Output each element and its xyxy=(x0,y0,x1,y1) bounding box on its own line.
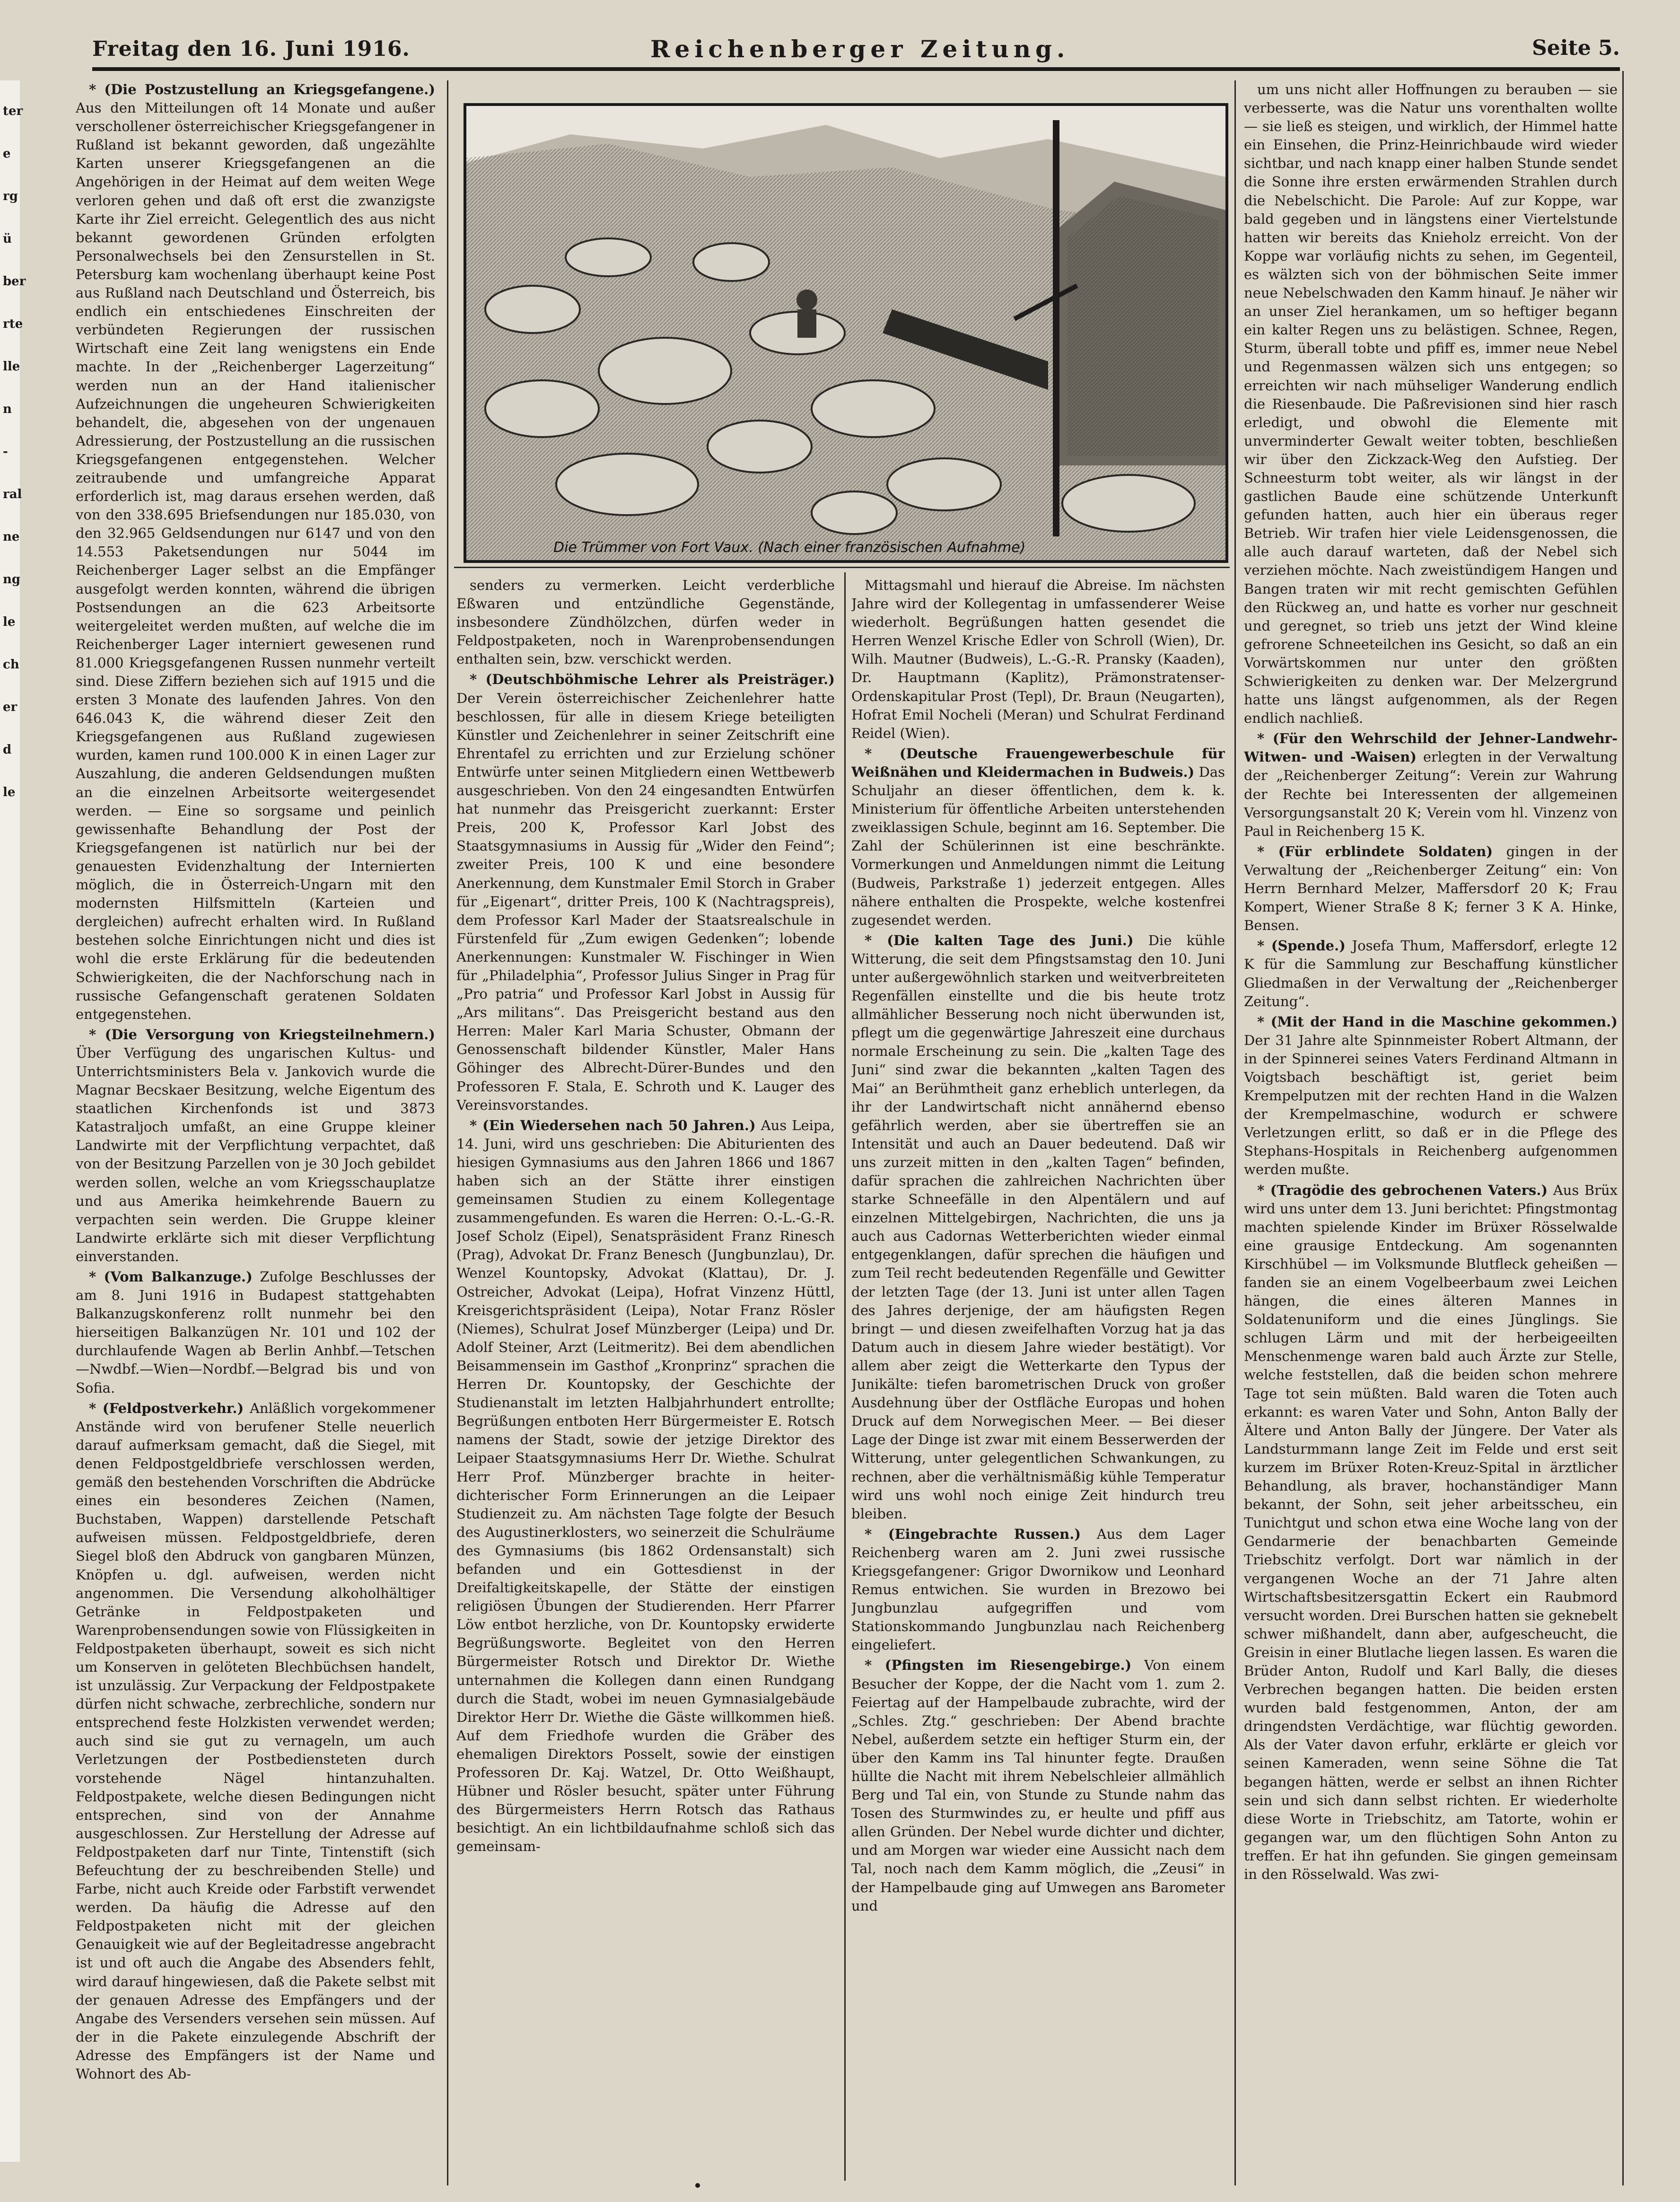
headline: * (Vom Balkanzuge.) xyxy=(89,1269,253,1285)
article-wehrschild xyxy=(1244,729,1618,841)
article-postzustellung xyxy=(76,80,435,1024)
page-number: Seite 5. xyxy=(1531,36,1620,60)
article-continuation: senders zu vermerken. Leicht verderbliche Eßwaren und entzündliche Gegenstände, insbesondere Zündhölzchen, dürfen weder in Feldpostpaketen, noch in Warenprobensendungen enthalten sein, bzw. verschickt werden. xyxy=(456,577,835,667)
headline: * (Für erblindete Soldaten) xyxy=(1257,843,1493,860)
article-text: Das Schuljahr an dieser öffentlichen, dem k. k. Ministerium für öffentliche Arbeiten unterstehenden zweiklassigen Schule, beginnt am 16. September. Die Zahl der Schülerinnen ist eine beschränkte. Vormerkungen und Anmeldungen nimmt die Leitung (Budweis, Parkstraße 1) jederzeit entgegen. Alles nähere enthalten die Prospekte, welche kostenfrei zugesendet werden. xyxy=(851,763,1225,928)
issue-date: Freitag den 16. Juni 1916. xyxy=(92,37,410,61)
headline: * (Deutschböhmische Lehrer als Preisträger.) xyxy=(470,671,835,688)
adjacent-page-fragments: ter e rg ü ber rte lle n - ral ne ng le ch er d le xyxy=(3,104,26,799)
header-rule xyxy=(92,67,1620,71)
column-2 xyxy=(456,576,835,2180)
article-text: Aus Leipa, 14. Juni, wird uns geschrieben: Die Abiturienten des hiesigen Gymnasiums aus den Jahren 1866 und 1867 haben sich an der Stätte ihrer einstigen gemeinsamen Studien zu einem Kollegentage zusammengefunden. Es waren die Herren: O.-L.-G.-R. Josef Scholz (Eipel), Senatspräsident Franz Rinesch (Prag), Advokat Dr. Franz Benesch (Jungbunzlau), Dr. Wenzel Kountopsky, Advokat (Klattau), Dr. J. Ostreicher, Advokat (Leipa), Hofrat Vinzenz Hüttl, Kreisgerichtspräsident (Leipa), Notar Franz Rösler (Niemes), Schulrat Josef Münzberger (Leipa) und Dr. Adolf Steiner, Arzt (Leitmeritz). Bei dem abendlichen Beisammensein im Gasthof „Kronprinz“ sprachen die Herren Dr. Kountopsky, der Geschichte der Studienanstalt im letzten Halbjahrhundert entrollte; Begrüßungen entboten Herr Bürgermeister E. Rotsch namens der Stadt, sowie der jetzige Direktor des Leipaer Staatsgymnasiums Herr Dr. Wiethe. Schulrat Herr Prof. Münzberger brachte in heiter-dichterischer Form Erinnerungen an die Leipaer Studienzeit zu. Am nächsten Tage folgte der Besuch des Augustinerklosters, wo seinerzeit die Schulräume des Gymnasiums (bis 1862 Ordensanstalt) sich befanden und ein Gottesdienst in der Dreifaltigkeitskapelle, der Stätte der einstigen religiösen Übungen der Studierenden. Herr Pfarrer Löw entbot herzliche, von Dr. Kountopsky erwiderte Begrüßungsworte. Begleitet von den Herren Bürgermeister Rotsch und Direktor Dr. Wiethe unternahmen die Kollegen dann einen Rundgang durch die Stadt, wobei im neuen Gymnasialgebäude Direktor Herr Dr. Wiethe die Gäste willkommen hieß. Auf dem Friedhofe wurden die Gräber des ehemaligen Direktors Posselt, sowie der einstigen Professoren Dr. Kaj. Watzel, Dr. Otto Weißhaupt, Hübner und Rösler besucht, später unter Führung des Bürgermeisters Herrn Rotsch das Rathaus besichtigt. An ein lichtbildaufnahme schloß sich das gemeinsam- xyxy=(456,1117,835,1855)
rubble-illustration xyxy=(466,106,1225,560)
article-feldpost xyxy=(76,1399,435,2083)
article-erblindete-soldaten xyxy=(1244,842,1618,935)
article-text: erlegten in der Verwaltung der „Reichenberger Zeitung“: Verein zur Wahrung der Rechte bei Interessenten der allgemeinen Versorgungsanstalt 20 K; Verein vom hl. Vinzenz von Paul in Reichenberg 15 K. xyxy=(1244,749,1618,839)
photo-rule xyxy=(454,567,1230,568)
headline: * (Pfingsten im Riesengebirge.) xyxy=(865,1657,1132,1674)
article-text: Zufolge Beschlusses der am 8. Juni 1916 in Budapest stattgehabten Balkanzugskonferenz rollt nunmehr bei den hierseitigen Balkanzügen Nr. 101 und 102 der durchlaufende Wagen ab Berlin Anhbf.—Tetschen—Nwdbf.—Wien—Nordbf.—Belgrad bis und von Sofia. xyxy=(76,1269,435,1396)
article-continuation: um uns nicht aller Hoffnungen zu berauben — sie verbesserte, was die Natur uns vorenthalten wollte — sie ließ es steigen, und wirklich, der Himmel hatte ein Einsehen, die Prinz-Heinrichbaude wird wieder sichtbar, und nach knapp einer halben Stunde sendet die Sonne ihre ersten erwärmenden Strahlen durch die Nebelschicht. Die Parole: Auf zur Koppe, war bald gegeben und in längstens einer Viertelstunde hatten wir bereits das Knieholz erreicht. Von der Koppe war vorläufig nichts zu sehen, im Gegenteil, es wälzten sich von der böhmischen Seite immer neue Nebelschwaden den Kamm hinauf. Je näher wir an unser Ziel herankamen, um so heftiger begann ein kalter Regen uns zu belästigen. Schnee, Regen, Sturm, überall tobte und pfiff es, immer neue Nebel und Regenmassen wälzen sich uns entgegen; so erreichten wir nach mühseliger Wanderung endlich die Riesenbaude. Die Paßrevisionen sind hier rasch erledigt, und obwohl die Elemente mit unverminderter Gewalt weiter tobten, beschließen wir über den Zickzack-Weg den Aufstieg. Der Schneesturm tobt weiter, als wir längst in der gastlichen Baude eine schützende Unterkunft gefunden hatten, auch hier ein überaus reger Betrieb. Wir trafen hier viele Leidensgenossen, die alle auch darauf warteten, daß der Nebel sich verziehen möchte. Nach zweistündigem Hangen und Bangen traten wir mit recht gemischten Gefühlen den Rückweg an, und hatte es vorher nur geschneit und geregnet, so trieb uns jetzt der Wind kleine gefrorene Schneeteilchen ins Gesicht, so daß an ein Vorwärtskommen nur unter den größten Schwierigkeiten zu denken war. Der Melzergrund hatte uns längst aufgenommen, als der Regen endlich nachließ. xyxy=(1244,81,1618,727)
article-wiedersehen xyxy=(456,1116,835,1856)
article-text: Die kühle Witterung, die seit dem Pfingstsamstag den 10. Juni unter außergewöhnlich starken und weitverbreiteten Regenfällen einstellte und die bis heute trotz allmählicher Besserung noch nicht überwunden ist, pflegt um die gegenwärtige Jahreszeit eine durchaus normale Erscheinung zu sein. Die „kalten Tage des Juni“ sind zwar die bekannten „kalten Tagen des Mai“ an Berühmtheit ganz erheblich unterlegen, da ihr der Landwirtschaft nicht annähernd ebenso gefährlich werden, aber sie übertreffen sie an Intensität und auch an Dauer bedeutend. Daß wir uns zurzeit mitten in den „kalten Tagen“ befinden, dafür sprachen die zahlreichen Nachrichten über starke Schneefälle in den Alpentälern und auf einzelnen Mittelgebirgen, Nachrichten, die uns ja auch aus Cadornas Wetterberichten wieder einmal entgegenklangen, dafür sprechen die häufigen und zum Teil recht bedeutenden Regenfälle und Gewitter der letzten Tage (der 13. Juni ist unter allen Tagen des Jahres derjenige, der am häufigsten Regen bringt — und diesen zweifelhaften Vorzug hat ja das Datum auch in diesem Jahre wieder bestätigt). Vor allem aber zeigt die Wetterkarte den Typus der Junikälte: tiefen barometrischen Druck von großer Ausdehnung über der Ostfläche Europas und hohen Druck auf dem Norwegischen Meer. — Bei dieser Lage der Dinge ist zwar mit einem Besserwerden der Witterung, unter gelegentlichen Schwankungen, zu rechnen, aber die verhältnismäßig kühle Temperatur wird uns wohl noch einige Zeit hindurch treu bleiben. xyxy=(851,932,1225,1522)
article-balkanzug xyxy=(76,1268,435,1397)
ink-speck xyxy=(695,2183,700,2188)
column-3 xyxy=(851,576,1225,2180)
article-kriegsteilnehmer xyxy=(76,1026,435,1266)
column-divider xyxy=(1234,80,1236,2185)
article-preistraeger xyxy=(456,670,835,1114)
article-maschine xyxy=(1244,1013,1618,1179)
headline: * (Feldpostverkehr.) xyxy=(89,1400,244,1416)
headline: * (Deutsche Frauengewerbeschule für Weißnähen und Kleidermachen in Budweis.) xyxy=(851,745,1225,780)
headline: * (Die Postzustellung an Kriegsgefangene.) xyxy=(89,81,435,97)
article-frauengewerbeschule xyxy=(851,745,1225,930)
article-continuation: Mittagsmahl und hierauf die Abreise. Im nächsten Jahre wird der Kollegentag in umfassenderer Weise wiederholt. Begrüßungen hatten gesendet die Herren Wenzel Krische Edler von Schroll (Wien), Dr. Wilh. Mautner (Budweis), L.-G.-R. Pransky (Kaaden), Dr. Hauptmann (Kaplitz), Prämonstratenser-Ordenskapitular Prost (Tepl), Dr. Braun (Neugarten), Hofrat Emil Nocheli (Meran) und Schulrat Ferdinand Reidel (Wien). xyxy=(851,577,1225,741)
headline: * (Tragödie des gebrochenen Vaters.) xyxy=(1257,1182,1548,1198)
article-russen xyxy=(851,1525,1225,1655)
column-divider xyxy=(447,80,448,2185)
column-divider xyxy=(844,572,846,2181)
article-text: Aus den Mitteilungen oft 14 Monate und außer verschollener österreichischer Kriegsgefangener in Rußland ist bekannt geworden, daß ungezählte Karten unserer Kriegsgefangenen an die Angehörigen in der Heimat auf dem weiten Wege verloren gehen und daß oft erst die zwanzigste Karte ihr Ziel erreicht. Gelegentlich des aus nicht bekannt gewordenen Gründen erfolgten Personalwechsels bei den Zensurstellen in St. Petersburg kam wochenlang überhaupt keine Post aus Rußland nach Deutschland und Österreich, bis endlich ein entschiedenes Einschreiten der verbündeten Regierungen der russischen Wirtschaft eine Zeit lang wenigstens ein Ende machte. In der „Reichenberger Lagerzeitung“ werden nun an der Hand italienischer Aufzeichnungen die ungeheuren Schwierigkeiten behandelt, die, abgesehen von der ungenauen Adressierung, der Postzustellung an die russischen Kriegsgefangenen entgegenstehen. Welcher zeitraubende und umfangreiche Apparat erforderlich ist, mag daraus ersehen werden, daß von den 338.695 Briefsendungen nur 185.030, von den 32.965 Geldsendungen nur 6147 und von den 14.553 Paketsendungen nur 5044 im Reichenberger Lager selbst an die Empfänger ausgefolgt werden konnten, während die übrigen Postsendungen an die 623 Arbeitsorte weitergeleitet werden mußten, auf welche die im Reichenberger Lager interniert gewesenen rund 81.000 Kriegsgefangenen Russen nunmehr verteilt sind. Diese Ziffern beziehen sich auf 1915 und die ersten 3 Monate des laufenden Jahres. Von den 646.043 K, die während dieser Zeit den Kriegsgefangenen aus Rußland zugewiesen wurden, kamen rund 100.000 K in einen Lager zur Auszahlung, die anderen Geldsendungen mußten an die einzelnen Arbeitsorte weitergesendet werden. — Eine so sorgsame und peinlich gewissenhafte Behandlung der Post der Kriegsgefangenen ist natürlich nur bei der genauesten Evidenzhaltung der Internierten möglich, die in Österreich-Ungarn mit den modernsten Hilfsmitteln (Karteien und dergleichen) aufrecht erhalten wird. In Rußland bestehen solche Einrichtungen nicht und dies ist wohl die erste Erklärung für die bedeutenden Schwierigkeiten, die der Nachforschung nach in russische Gefangenschaft geratenen Soldaten entgegenstehen. xyxy=(76,100,435,1022)
headline: * (Die Versorgung von Kriegsteilnehmern.) xyxy=(89,1026,435,1043)
article-pfingsten xyxy=(851,1656,1225,1915)
headline: * (Für den Wehrschild der Jehner-Landwehr-Witwen- und -Waisen) xyxy=(1244,730,1618,765)
column-1 xyxy=(76,80,435,2181)
masthead xyxy=(92,33,1620,66)
article-text: Aus dem Lager Reichenberg waren am 2. Juni zwei russische Kriegsgefangener: Grigor Dwornikow und Leonhard Remus entwichen. Sie wurden in Brezowo bei Jungbunzlau aufgegriffen und vom Stationskommando Jungbunzlau nach Reichenberg eingeliefert. xyxy=(851,1526,1225,1653)
article-text: gingen in der Verwaltung der „Reichenberger Zeitung“ ein: Von Herrn Bernhard Melzer, Maffersdorf 20 K; Frau Kompert, Wiener Straße 8 K; ferner 3 K A. Hinke, Bensen. xyxy=(1244,843,1618,934)
article-text: Über Verfügung des ungarischen Kultus- und Unterrichtsministers Bela v. Jankovich wurde die Magnar Becskaer Besitzung, welche Eigentum des staatlichen Kirchenfonds ist und 3873 Katastraljoch umfaßt, an eine Gruppe kleiner Landwirte mit der Verpflichtung verpachtet, daß von der Besitzung Parzellen von je 30 Joch gebildet werden sollen, welche an vom Kriegsschauplatze und aus Amerika heimkehrende Bauern zu verpachten sein werden. Die Gruppe kleiner Landwirte erklärte sich mit dieser Verpflichtung einverstanden. xyxy=(76,1044,435,1264)
headline: * (Spende.) xyxy=(1257,938,1346,954)
article-text: Der Verein österreichischer Zeichenlehrer hatte beschlossen, für alle in diesem Kriege beteiligten Künstler und Zeichenlehrer in seiner Zeitschrift eine Ehrentafel zu errichten und zur Erzielung schöner Entwürfe unter seinen Mitgliedern einen Wettbewerb ausgeschrieben. Von den 24 eingesandten Entwürfen hat nunmehr das Preisgericht zuerkannt: Erster Preis, 200 K, Professor Karl Jobst des Staatsgymnasiums in Aussig für „Wider den Feind“; zweiter Preis, 100 K und eine besondere Anerkennung, dem Kunstmaler Emil Storch in Graber für „Eigenart“, dritter Preis, 100 K (Nachtragspreis), dem Professor Karl Mader der Staatsrealschule in Fürstenfeld für „Zum ewigen Gedenken“; lobende Anerkennungen: Kunstmaler W. Fischinger in Wien für „Philadelphia“, Professor Julius Singer in Prag für „Pro patria“ und Professor Karl Jobst in Aussig für „Ars militans“. Das Preisgericht bestand aus den Herren: Maler Karl Maria Schuster, Obmann der Genossenschaft bildender Künstler, Maler Hans Göhinger des Albrecht-Dürer-Bundes und den Professoren F. Stala, E. Schroth und K. Lauger des Vereinsvorstandes. xyxy=(456,690,835,1113)
headline: * (Ein Wiedersehen nach 50 Jahren.) xyxy=(470,1117,756,1133)
article-kalte-tage xyxy=(851,931,1225,1523)
headline: * (Eingebrachte Russen.) xyxy=(865,1526,1081,1542)
headline: * (Mit der Hand in die Maschine gekommen.) xyxy=(1257,1013,1618,1030)
headline: * (Die kalten Tage des Juni.) xyxy=(865,932,1134,948)
article-text: Von einem Besucher der Koppe, der die Nacht vom 1. zum 2. Feiertag auf der Hampelbaude zubrachte, wird der „Schles. Ztg.“ geschrieben: Der Abend brachte Nebel, außerdem setzte ein heftiger Sturm ein, der über den Kamm ins Tal hinunter fegte. Draußen hüllte die Nacht mit ihrem Nebelschleier allmählich Berg und Tal ein, von Stunde zu Stunde nahm das Tosen des Sturmwindes zu, er heulte und pfiff aus allen Gründen. Der Nebel wurde dichter und dichter, und am Morgen war wieder eine Aussicht nach dem Tal, noch nach dem Kamm möglich, die „Zeusi“ in der Hampelbaude ging auf Umwegen ans Barometer und xyxy=(851,1657,1225,1914)
article-text: Josefa Thum, Maffersdorf, erlegte 12 K für die Sammlung zur Beschaffung künstlicher Gliedmaßen in der Verwaltung der „Reichenberger Zeitung“. xyxy=(1244,938,1618,1009)
photo-caption: Die Trümmer von Fort Vaux. (Nach einer französischen Aufnahme) xyxy=(553,539,1026,556)
article-text: Aus Brüx wird uns unter dem 13. Juni berichtet: Pfingstmontag machten spielende Kinder im Brüxer Rösselwalde eine grausige Entdeckung. Am sogenannten Kirschhübel — im Volksmunde Blutfleck geheißen — fanden sie an einem Vogelbeerbaum zwei Leichen hängen, die eines älteren Mannes in Soldatenuniform und die eines Jünglings. Sie schlugen Lärm und mit der herbeigeeilten Menschenmenge waren bald auch Ärzte zur Stelle, welche feststellen, daß die beiden schon mehrere Tage tot sein müßten. Bald waren die Toten auch erkannt: es waren Vater und Sohn, Anton Bally der Ältere und Anton Bally der Jüngere. Der Vater als Landsturmmann lange Zeit im Felde und erst seit kurzem im Brüxer Roten-Kreuz-Spital in ärztlicher Behandlung, als braver, hochanständiger Mann bekannt, der Sohn, seit jeher arbeitsscheu, ein Tunichtgut und schon etwa eine Woche lang von der Gendarmerie der benachbarten Gemeinde Triebschitz verfolgt. Dort war nämlich in der vergangenen Woche an der 71 Jahre alten Wirtschaftsbesitzersgattin Eckert ein Raubmord versucht worden. Drei Burschen hatten sie geknebelt schwer mißhandelt, dann aber, aufgescheucht, die Greisin in einer Blutlache liegen lassen. Es waren die Brüder Anton, Rudolf und Karl Bally, die dieses Verbrechen begangen hatten. Die beiden ersten wurden bald festgenommen, Anton, der am dringendsten Verdächtige, war flüchtig geworden. Als der Vater davon erfuhr, erklärte er gleich vor seinen Kameraden, wenn seine Söhne die Tat begangen hätten, werde er selbst an ihnen Richter sein und sich dann selbst richten. Er wiederholte diese Worte in Triebschitz, am Tatorte, wohin er gegangen war, um den flüchtigen Sohn Anton zu treffen. Er hat ihn gefunden. Sie gingen gemeinsam in den Rösselwald. Was zwi- xyxy=(1244,1182,1618,1882)
page-border xyxy=(1622,71,1624,2185)
fort-vaux-photo xyxy=(464,103,1228,563)
article-text: Der 31 Jahre alte Spinnmeister Robert Altmann, der in der Spinnerei seines Vaters Ferdinand Altmann in Voigtsbach beschäftigt ist, geriet beim Krempelputzen mit der rechten Hand in die Walzen der Krempelmaschine, wodurch er schwere Verletzungen erlitt, so daß er in die Pflege des Stephans-Hospitals in Reichenberg aufgenommen werden mußte. xyxy=(1244,1032,1618,1178)
article-text: Anläßlich vorgekommener Anstände wird von berufener Stelle neuerlich darauf aufmerksam gemacht, daß die Siegel, mit denen Feldpostgeldbriefe verschlossen werden, gemäß den bestehenden Vorschriften die Abdrücke eines ein besonderes Zeichen (Namen, Buchstaben, Wappen) darstellende Petschaft aufweisen müssen. Feldpostgeldbriefe, deren Siegel bloß den Abdruck von gangbaren Münzen, Knöpfen u. dgl. aufweisen, werden nicht angenommen. Die Versendung alkoholhältiger Getränke in Feldpostpaketen und Warenprobensendungen sowie von Flüssigkeiten in Feldpostpaketen überhaupt, soweit es sich nicht um Konserven in gelöteten Blechbüchsen handelt, ist unzulässig. Zur Verpackung der Feldpostpakete dürfen nicht schwache, zerbrechliche, sondern nur entsprechend feste Holzkisten verwendet werden; auch sind sie gut zu vernageln, um auch Verletzungen der Postbediensteten durch vorstehende Nägel hintanzuhalten. Feldpostpakete, welche diesen Bedingungen nicht entsprechen, sind von der Annahme ausgeschlossen. Zur Herstellung der Adresse auf Feldpostpaketen darf nur Tinte, Tintenstift (sich Befeuchtung der zu beschreibenden Stelle) und Farbe, nicht auch Kreide oder Farbstift verwendet werden. Da häufig die Adresse auf den Feldpostpaketen nicht mit der gleichen Genauigkeit wie auf der Begleitadresse angebracht ist und oft auch die Angabe des Absenders fehlt, wird darauf hingewiesen, daß die Pakete selbst mit der genauen Adresse des Empfängers und der Angabe des Versenders versehen sein müssen. Auf der in die Pakete einzulegende Abschrift der Adresse des Empfängers ist der Name und Wohnort des Ab- xyxy=(76,1400,435,2082)
column-4 xyxy=(1244,80,1618,2181)
article-spende xyxy=(1244,937,1618,1010)
article-tragoedie xyxy=(1244,1181,1618,1884)
newspaper-title: Reichenberger Zeitung. xyxy=(650,35,1070,63)
